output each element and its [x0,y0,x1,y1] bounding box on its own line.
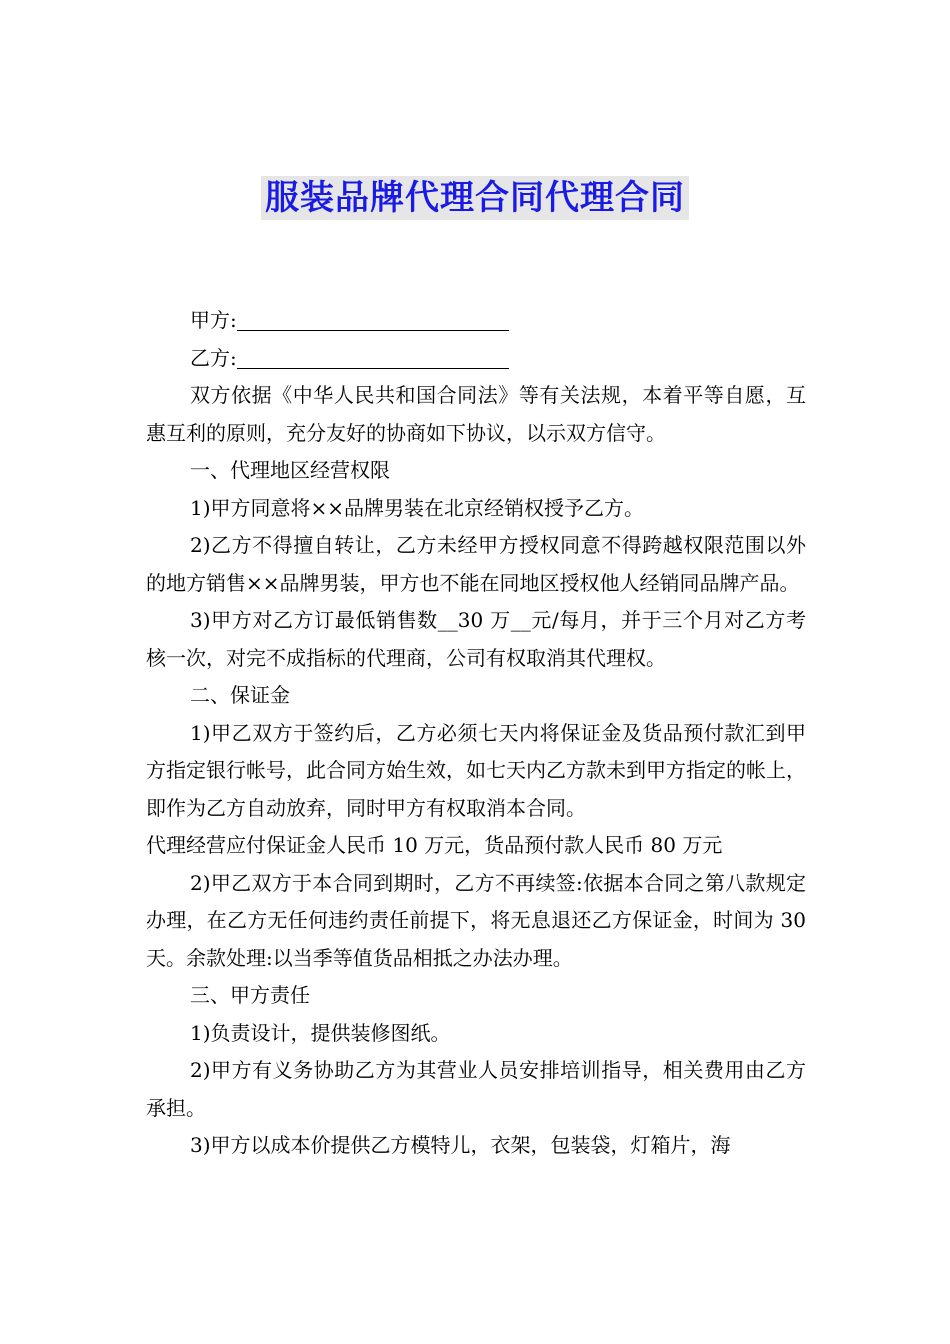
party-b-line [146,340,806,378]
section-heading-1: 一、代理地区经营权限 [190,458,390,482]
clause-3-2: 2)甲方有义务协助乙方为其营业人员安排培训指导，相关费用由乙方承担。 [146,1058,806,1120]
party-a-label: 甲方: [190,308,237,332]
clause-1-3-amount: __30 万__ [437,608,531,632]
party-a-blank [237,308,509,331]
section-heading-2: 二、保证金 [190,683,290,707]
paragraph-preamble: 双方依据《中华人民共和国合同法》等有关法规，本着平等自愿，互惠互利的原则，充分友好的协商如下协议，以示双方信守。 [146,383,806,445]
clause-1-3 [146,602,806,677]
section-heading-3: 三、甲方责任 [190,983,310,1007]
clause-1-2: 2)乙方不得擅自转让，乙方未经甲方授权同意不得跨越权限范围以外的地方销售××品牌男装，甲方也不能在同地区授权他人经销同品牌产品。 [146,533,806,595]
party-b-label: 乙方: [190,345,237,370]
clause-1-3-after: 元/每月，并于三个月对乙方考核一次，对完不成指标的代理商，公司有权取消其代理权。 [146,608,806,670]
clause-3-3: 3)甲方以成本价提供乙方模特儿，衣架，包装袋，灯箱片，海 [190,1133,731,1157]
document-body [146,302,806,1165]
clause-2-1-amounts: 代理经营应付保证金人民币 10 万元，货品预付款人民币 80 万元 [146,833,723,857]
clause-2-2: 2)甲乙双方于本合同到期时，乙方不再续签:依据本合同之第八款规定办理，在乙方无任何违约责任前提下，将无息退还乙方保证金，时间为 30 天。余款处理:以当季等值货品相抵之办法办理。 [146,870,806,970]
clause-2-1: 1)甲乙双方于签约后，乙方必须七天内将保证金及货品预付款汇到甲方指定银行帐号，此合同方始生效，如七天内乙方款未到甲方指定的帐上，即作为乙方自动放弃，同时甲方有权取消本合同。 [146,720,806,820]
party-b-blank [237,346,509,369]
document-title: 服装品牌代理合同代理合同 [261,176,689,220]
clause-1-1: 1)甲方同意将××品牌男装在北京经销权授予乙方。 [190,495,645,520]
party-a-line [146,302,806,340]
title-container [0,176,950,220]
clause-1-3-before: 3)甲方对乙方订最低销售数 [190,608,438,632]
clause-3-1: 1)负责设计，提供装修图纸。 [190,1020,451,1045]
